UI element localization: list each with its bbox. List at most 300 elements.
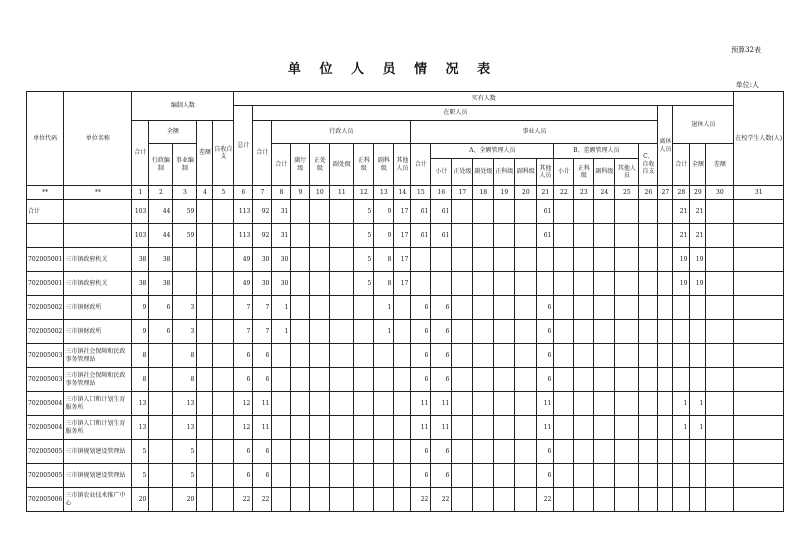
value-cell (197, 416, 213, 440)
value-cell: 6 (411, 296, 431, 320)
value-cell: 61 (411, 200, 431, 224)
value-cell (554, 440, 574, 464)
value-cell (673, 296, 690, 320)
value-cell: 17 (394, 200, 411, 224)
value-cell: 5 (354, 224, 374, 248)
header-a-zhengchu: 正处级 (452, 159, 473, 186)
value-cell (734, 248, 784, 272)
value-cell (310, 368, 330, 392)
value-cell (574, 248, 594, 272)
header-shiye-bianzhi: 事业编制 (173, 144, 197, 186)
value-cell (574, 224, 594, 248)
value-cell: 1 (673, 416, 690, 440)
value-cell: 38 (149, 272, 173, 296)
value-cell: 44 (149, 224, 173, 248)
value-cell: 21 (673, 200, 690, 224)
value-cell (394, 344, 411, 368)
value-cell: 22 (234, 488, 253, 512)
column-number: 5 (213, 186, 234, 200)
value-cell: 6 (537, 440, 554, 464)
value-cell (452, 344, 473, 368)
form-code: 预算32表 (731, 46, 761, 54)
value-cell (554, 464, 574, 488)
value-cell (515, 320, 537, 344)
value-cell: 11 (411, 392, 431, 416)
value-cell (494, 368, 515, 392)
value-cell (690, 440, 706, 464)
value-cell (594, 488, 615, 512)
value-cell (615, 272, 639, 296)
value-cell (374, 368, 394, 392)
value-cell (272, 392, 291, 416)
header-bz-quan-e: 全额 (149, 121, 197, 144)
value-cell (515, 440, 537, 464)
value-cell (494, 392, 515, 416)
value-cell (213, 224, 234, 248)
value-cell (594, 248, 615, 272)
value-cell (452, 296, 473, 320)
column-number: 9 (291, 186, 310, 200)
value-cell (494, 200, 515, 224)
value-cell (197, 368, 213, 392)
value-cell (473, 416, 494, 440)
header-bz-heji: 合计 (132, 121, 149, 186)
value-cell (734, 488, 784, 512)
value-cell (673, 488, 690, 512)
header-xingzheng-bianzhi: 行政编制 (149, 144, 173, 186)
value-cell (374, 416, 394, 440)
table-row (27, 320, 784, 344)
value-cell (594, 344, 615, 368)
value-cell (639, 296, 658, 320)
unit-name-cell: 三市镇规划建设管理站 (64, 440, 132, 464)
header-b-qita: 其他人员 (615, 159, 639, 186)
value-cell (594, 464, 615, 488)
unit-name-cell: 三市镇政府机关 (64, 272, 132, 296)
value-cell: 6 (149, 320, 173, 344)
header-tx-cha-e: 差额 (706, 144, 734, 186)
value-cell: 1 (673, 392, 690, 416)
value-cell (574, 320, 594, 344)
value-cell (452, 224, 473, 248)
value-cell: 31 (272, 224, 291, 248)
value-cell (537, 248, 554, 272)
value-cell (515, 488, 537, 512)
column-number: 17 (452, 186, 473, 200)
value-cell: 8 (132, 368, 149, 392)
unit-name-cell: 三市镇规划建设管理站 (64, 464, 132, 488)
value-cell (574, 392, 594, 416)
value-cell (494, 464, 515, 488)
value-cell: 61 (537, 224, 554, 248)
value-cell (673, 368, 690, 392)
value-cell (374, 464, 394, 488)
column-number: 21 (537, 186, 554, 200)
value-cell: 6 (234, 368, 253, 392)
value-cell (473, 320, 494, 344)
value-cell (639, 392, 658, 416)
value-cell (213, 272, 234, 296)
value-cell: 7 (253, 320, 272, 344)
value-cell: 3 (173, 320, 197, 344)
value-cell (658, 200, 673, 224)
value-cell (272, 344, 291, 368)
value-cell (354, 440, 374, 464)
value-cell (615, 320, 639, 344)
value-cell: 59 (173, 200, 197, 224)
unit-code-cell: 702005001 (27, 248, 64, 272)
value-cell (515, 296, 537, 320)
column-number: 20 (515, 186, 537, 200)
value-cell (515, 368, 537, 392)
value-cell (554, 224, 574, 248)
value-cell (149, 344, 173, 368)
value-cell (330, 224, 354, 248)
value-cell: 11 (537, 392, 554, 416)
value-cell: 6 (431, 464, 452, 488)
value-cell (452, 368, 473, 392)
value-cell (734, 392, 784, 416)
value-cell (354, 344, 374, 368)
value-cell (213, 320, 234, 344)
table-row (27, 344, 784, 368)
value-cell (515, 224, 537, 248)
value-cell (615, 344, 639, 368)
value-cell (149, 464, 173, 488)
value-cell (639, 320, 658, 344)
value-cell (639, 248, 658, 272)
value-cell (658, 392, 673, 416)
page-title: 单 位 人 员 情 况 表 (287, 62, 498, 77)
column-number: 28 (673, 186, 690, 200)
table-row (27, 440, 784, 464)
header-zhengke: 正科级 (354, 144, 374, 186)
value-cell (706, 392, 734, 416)
value-cell (574, 464, 594, 488)
value-cell: 21 (673, 224, 690, 248)
unit-code-cell: 702005005 (27, 440, 64, 464)
value-cell (594, 296, 615, 320)
value-cell (494, 272, 515, 296)
value-cell (291, 488, 310, 512)
value-cell: 12 (234, 392, 253, 416)
value-cell (330, 200, 354, 224)
value-cell: 19 (673, 248, 690, 272)
value-cell: 9 (132, 296, 149, 320)
value-cell (690, 488, 706, 512)
value-cell: 7 (234, 296, 253, 320)
value-cell (554, 248, 574, 272)
value-cell (213, 440, 234, 464)
value-cell (197, 344, 213, 368)
value-cell (734, 296, 784, 320)
column-number: 6 (234, 186, 253, 200)
table-row (27, 464, 784, 488)
value-cell: 17 (394, 248, 411, 272)
value-cell (197, 296, 213, 320)
value-cell: 17 (394, 224, 411, 248)
column-number: 2 (149, 186, 173, 200)
value-cell (473, 248, 494, 272)
value-cell: 6 (537, 464, 554, 488)
value-cell (706, 224, 734, 248)
value-cell: 22 (253, 488, 272, 512)
value-cell (690, 464, 706, 488)
value-cell: 6 (537, 320, 554, 344)
column-number: 10 (310, 186, 330, 200)
header-sy-heji: 合计 (411, 144, 431, 186)
value-cell (310, 200, 330, 224)
value-cell: 11 (537, 416, 554, 440)
header-fuchu: 副处级 (330, 144, 354, 186)
value-cell: 6 (253, 464, 272, 488)
header-a-qita: 其他人员 (537, 159, 554, 186)
value-cell (494, 416, 515, 440)
value-cell (494, 488, 515, 512)
value-cell: 20 (132, 488, 149, 512)
value-cell (330, 464, 354, 488)
column-number: 13 (374, 186, 394, 200)
value-cell (291, 272, 310, 296)
unit-name-cell: 三市镇人口和计划生育服务所 (64, 392, 132, 416)
value-cell (494, 296, 515, 320)
table-row (27, 248, 784, 272)
value-cell (639, 440, 658, 464)
unit-code-cell: 702005002 (27, 296, 64, 320)
value-cell (658, 440, 673, 464)
value-cell (411, 272, 431, 296)
value-cell (594, 416, 615, 440)
value-cell: 9 (132, 320, 149, 344)
unit-code-cell: 702005002 (27, 320, 64, 344)
value-cell: 6 (411, 320, 431, 344)
value-cell (330, 272, 354, 296)
header-c-zishou: C、自收自支 (639, 144, 658, 186)
value-cell (690, 296, 706, 320)
value-cell (658, 416, 673, 440)
value-cell (394, 296, 411, 320)
column-number: 4 (197, 186, 213, 200)
value-cell (354, 464, 374, 488)
value-cell: 17 (394, 272, 411, 296)
value-cell (690, 368, 706, 392)
value-cell (452, 248, 473, 272)
value-cell (639, 368, 658, 392)
value-cell (291, 392, 310, 416)
value-cell (291, 440, 310, 464)
value-cell: 103 (132, 224, 149, 248)
value-cell (197, 464, 213, 488)
value-cell (706, 296, 734, 320)
value-cell: 6 (431, 296, 452, 320)
column-number: ** (27, 186, 64, 200)
value-cell (213, 248, 234, 272)
value-cell (554, 368, 574, 392)
value-cell (554, 200, 574, 224)
value-cell (574, 344, 594, 368)
value-cell (734, 368, 784, 392)
column-number: 23 (574, 186, 594, 200)
header-cha-e-guanli: B、差额管理人员 (554, 144, 639, 159)
value-cell (394, 320, 411, 344)
value-cell (706, 440, 734, 464)
value-cell: 5 (132, 440, 149, 464)
value-cell (291, 224, 310, 248)
value-cell (494, 344, 515, 368)
unit-name-cell (64, 224, 132, 248)
value-cell: 6 (411, 368, 431, 392)
column-number: 18 (473, 186, 494, 200)
value-cell (615, 224, 639, 248)
value-cell (706, 320, 734, 344)
value-cell (658, 296, 673, 320)
value-cell (330, 296, 354, 320)
value-cell (734, 440, 784, 464)
column-number: 12 (354, 186, 374, 200)
value-cell: 11 (253, 416, 272, 440)
value-cell: 38 (132, 248, 149, 272)
value-cell (310, 248, 330, 272)
value-cell: 61 (411, 224, 431, 248)
value-cell: 12 (234, 416, 253, 440)
value-cell: 6 (234, 344, 253, 368)
unit-name-cell (64, 200, 132, 224)
value-cell (149, 440, 173, 464)
value-cell: 6 (431, 320, 452, 344)
value-cell (272, 488, 291, 512)
value-cell (394, 368, 411, 392)
unit-name-cell: 三市镇农业技术推广中心 (64, 488, 132, 512)
header-b-fuke: 副科级 (594, 159, 615, 186)
value-cell (515, 272, 537, 296)
value-cell (354, 320, 374, 344)
value-cell (149, 392, 173, 416)
unit-code-cell: 702005004 (27, 392, 64, 416)
value-cell (494, 440, 515, 464)
value-cell (354, 392, 374, 416)
value-cell (330, 368, 354, 392)
value-cell (330, 440, 354, 464)
value-cell: 5 (354, 272, 374, 296)
value-cell (673, 440, 690, 464)
value-cell (272, 440, 291, 464)
unit-label: 单位:人 (735, 81, 759, 89)
column-number: 22 (554, 186, 574, 200)
value-cell (452, 272, 473, 296)
unit-name-cell: 三市镇政府机关 (64, 248, 132, 272)
table-row (27, 296, 784, 320)
value-cell: 20 (173, 488, 197, 512)
column-number: 29 (690, 186, 706, 200)
value-cell: 6 (149, 296, 173, 320)
table-row (27, 416, 784, 440)
value-cell: 6 (411, 344, 431, 368)
header-a-xiaoji: 小计 (431, 159, 452, 186)
table-row (27, 368, 784, 392)
value-cell (374, 440, 394, 464)
value-cell (706, 344, 734, 368)
value-cell (431, 272, 452, 296)
value-cell (213, 416, 234, 440)
value-cell (658, 248, 673, 272)
value-cell (706, 488, 734, 512)
header-unit-code: 单位代码 (27, 92, 64, 186)
value-cell (173, 248, 197, 272)
value-cell (291, 344, 310, 368)
value-cell (173, 272, 197, 296)
value-cell: 1 (374, 296, 394, 320)
value-cell: 3 (173, 296, 197, 320)
value-cell (452, 440, 473, 464)
value-cell (594, 200, 615, 224)
column-number: 26 (639, 186, 658, 200)
column-number: 30 (706, 186, 734, 200)
value-cell: 92 (253, 224, 272, 248)
value-cell (658, 464, 673, 488)
value-cell: 11 (253, 392, 272, 416)
value-cell (354, 488, 374, 512)
value-cell (658, 368, 673, 392)
value-cell (639, 344, 658, 368)
header-xz-heji: 合计 (272, 144, 291, 186)
value-cell (310, 440, 330, 464)
value-cell: 92 (253, 200, 272, 224)
value-cell: 13 (132, 392, 149, 416)
value-cell (310, 392, 330, 416)
value-cell (197, 200, 213, 224)
value-cell (554, 296, 574, 320)
value-cell: 7 (234, 320, 253, 344)
value-cell: 6 (411, 440, 431, 464)
value-cell (706, 368, 734, 392)
value-cell (272, 416, 291, 440)
value-cell (291, 464, 310, 488)
value-cell (594, 320, 615, 344)
value-cell (310, 224, 330, 248)
value-cell: 6 (431, 344, 452, 368)
value-cell (734, 464, 784, 488)
value-cell (452, 464, 473, 488)
value-cell (213, 488, 234, 512)
column-number: 24 (594, 186, 615, 200)
column-number-row (27, 186, 784, 200)
header-quan-e-guanli: A、全额管理人员 (431, 144, 554, 159)
value-cell (615, 464, 639, 488)
value-cell (473, 368, 494, 392)
value-cell (639, 416, 658, 440)
value-cell (310, 416, 330, 440)
value-cell (272, 368, 291, 392)
value-cell (452, 320, 473, 344)
column-number: 25 (615, 186, 639, 200)
value-cell (639, 200, 658, 224)
value-cell: 5 (354, 200, 374, 224)
value-cell: 6 (537, 296, 554, 320)
value-cell (473, 272, 494, 296)
value-cell (473, 464, 494, 488)
value-cell (574, 368, 594, 392)
value-cell (330, 248, 354, 272)
value-cell (734, 344, 784, 368)
value-cell (734, 272, 784, 296)
column-number: 19 (494, 186, 515, 200)
header-lixiu: 离休人员 (658, 106, 673, 186)
value-cell (452, 416, 473, 440)
value-cell: 11 (411, 416, 431, 440)
value-cell (594, 224, 615, 248)
value-cell (639, 224, 658, 248)
value-cell (213, 200, 234, 224)
